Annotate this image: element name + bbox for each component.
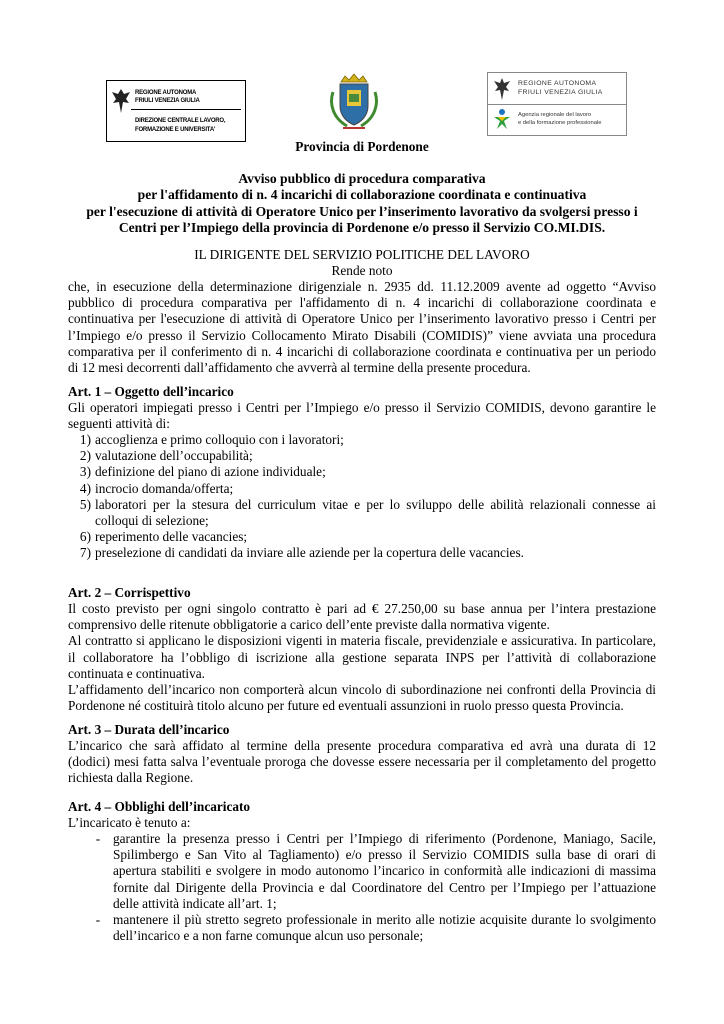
list-item (68, 432, 656, 448)
left-logo-line-2: FRIULI VENEZIA GIULIA (135, 98, 200, 104)
list-item (68, 464, 656, 480)
intro-line: pubblico di procedura comparativa per l'affidamento di n. 4 incarichi di collaborazione coordinata e (68, 295, 656, 311)
art2-paragraph (68, 601, 656, 714)
list-text: colloqui di selezione; (95, 513, 209, 529)
bullet-line: Spilimbergo e San Vito al Tagliamento) e/o presso il Servizio COMIDIS sulla base di orari di (113, 847, 656, 863)
bullet-item (86, 912, 656, 944)
right-logo-top-line-2: FRIULI VENEZIA GIULIA (518, 89, 603, 96)
list-number: 2) (79, 448, 91, 464)
list-item (68, 497, 656, 529)
bullet-item (86, 831, 656, 912)
intro-line: l’Impiego e/o presso il Servizio Collocamento Mirato Disabili (COMIDIS)” viene avviata una procedura (68, 327, 656, 343)
regione-fvg-direzione-logo (106, 80, 246, 142)
list-number: 4) (79, 480, 91, 496)
art2-line: il collaboratore ha l’obbligo di iscrizione alla gestione separata INPS per l’attività di collaborazione (68, 649, 656, 665)
left-logo-line-1: REGIONE AUTONOMA (135, 90, 197, 96)
art3-paragraph (68, 738, 656, 787)
bullet-dash: - (95, 912, 101, 928)
art2-line: Al contratto si applicano le disposizioni vigenti in materia fiscale, previdenziale e assicurativa. In particolare, (68, 633, 656, 649)
left-logo-line-4: FORMAZIONE E UNIVERSITA' (135, 127, 216, 133)
list-text: accoglienza e primo colloquio con i lavoratori; (95, 432, 344, 447)
art4-intro: L’incaricato è tenuto a: (68, 815, 191, 830)
art3-line: L’incarico che sarà affidato al termine della presente procedura comparativa ed avrà una durata di 12 (68, 738, 656, 753)
regione-agenzia-logo (487, 72, 627, 136)
list-number: 6) (79, 529, 91, 545)
intro-line: di 12 mesi decorrenti dall’affidamento che avverrà al termine della presente procedura. (68, 360, 531, 376)
art2-line: Il costo previsto per ogni singolo contratto è pari ad € 27.250,00 su base annua per l’intera prestazione (68, 601, 656, 616)
art2-heading: Art. 2 – Corrispettivo (68, 585, 191, 600)
bullet-line: fornite dal Dirigente della Provincia e dal Coordinatore del Centro per l’Impiego per l’attuazione (113, 879, 656, 895)
list-text: reperimento delle vacancies; (95, 529, 248, 545)
pordenone-coat-of-arms-icon (327, 72, 381, 134)
left-logo-line-3: DIREZIONE CENTRALE LAVORO, (135, 118, 226, 124)
bullet-line: dell’incarico e a non farne comunque alcun uso personale; (113, 928, 424, 944)
list-number: 5) (79, 496, 91, 512)
art2-line: comprensivo delle ritenute obbligatorie a carico dell’ente previste dalla normativa vigente. (68, 617, 550, 633)
list-text: definizione del piano di azione individuale; (95, 464, 326, 480)
art2-line: Pordenone né costituirà titolo alcuno per future ed eventuali assunzioni in ruolo presso questa Provincia. (68, 698, 624, 714)
bullet-line: delle attività indicate all’art. 1; (113, 895, 277, 911)
art4-obligations-list (86, 831, 656, 944)
art2-line: continuata e continuativa. (68, 665, 205, 681)
bullet-line: mantenere il più stretto segreto professionale in merito alle notizie acquisite durante lo svolgimento (113, 912, 656, 928)
intro-line: continuativa per l'esecuzione di attività di Operatore Unico per l’inserimento lavorativo presso i Centri per (68, 311, 656, 327)
intro-line: che, in esecuzione della determinazione dirigenziale n. 2935 dd. 11.12.2009 avente ad oggetto “Avviso (68, 279, 656, 294)
list-text: incrocio domanda/offerta; (95, 480, 234, 496)
art3-line: richiesta dalla Regione. (68, 770, 194, 786)
list-item (68, 448, 656, 464)
right-logo-bot-line-2: e della formazione professionale (518, 120, 602, 126)
document-title (60, 171, 664, 237)
art1-activity-list (68, 432, 656, 562)
rende-noto: Rende noto (331, 263, 393, 278)
list-text: laboratori per la stesura del curriculum vitae e per lo sviluppo delle abilità relazionali connesse ai (95, 496, 656, 512)
art1-paragraph (68, 400, 656, 432)
art3-line: (dodici) mesi fatta salva l’eventuale proroga che dovesse essere necessaria per il completamento del progetto (68, 754, 656, 770)
art3-heading: Art. 3 – Durata dell’incarico (68, 722, 230, 737)
art1-heading: Art. 1 – Oggetto dell’incarico (68, 384, 234, 399)
bullet-line: garantire la presenza presso i Centri per l’Impiego di riferimento (Pordenone, Maniago, Sacile, (113, 831, 656, 846)
eagle-icon (492, 76, 512, 102)
intro-paragraph (68, 279, 656, 376)
intro-line: comparativa per il conferimento di n. 4 incarichi di collaborazione coordinata e continuativa per un periodo (68, 343, 656, 359)
title-line-1: Avviso pubblico di procedura comparativa (238, 171, 486, 186)
eagle-emblem-icon (111, 87, 131, 115)
list-text: valutazione dell’occupabilità; (95, 448, 253, 464)
title-line-3: per l'esecuzione di attività di Operatore Unico per l’inserimento lavorativo da svolgersi presso i (86, 203, 638, 219)
list-number: 3) (79, 464, 91, 480)
title-line-2: per l'affidamento di n. 4 incarichi di collaborazione coordinata e continuativa (137, 187, 587, 203)
list-number: 7) (79, 545, 91, 561)
agenzia-figure-icon (491, 107, 513, 131)
list-number: 1) (79, 432, 91, 447)
art1-line: Gli operatori impiegati presso i Centri per l’Impiego e/o presso il Servizio COMIDIS, devono garantire le (68, 400, 656, 415)
title-line-4: Centri per l’Impiego della provincia di Pordenone e/o presso il Servizio CO.MI.DIS. (118, 220, 606, 236)
province-name: Provincia di Pordenone (295, 139, 429, 154)
art4-heading: Art. 4 – Obblighi dell’incaricato (68, 799, 251, 814)
art2-line: L’affidamento dell’incarico non comporterà alcun vincolo di subordinazione nei confronti della Provincia di (68, 682, 656, 698)
right-logo-bot-line-1: Agenzia regionale del lavoro (518, 112, 592, 118)
art1-line: seguenti attività di: (68, 416, 170, 432)
dirigente-heading: IL DIRIGENTE DEL SERVIZIO POLITICHE DEL LAVORO (194, 247, 530, 262)
right-logo-top-line-1: REGIONE AUTONOMA (518, 80, 597, 87)
bullet-dash: - (95, 831, 101, 846)
list-item (68, 545, 656, 561)
list-text: preselezione di candidati da inviare alle aziende per la copertura delle vacancies. (95, 545, 524, 561)
list-item (68, 529, 656, 545)
list-item (68, 481, 656, 497)
bullet-line: apertura stabiliti e svolgere in modo autonomo l’incarico in conformità alle indicazioni di massima (113, 863, 656, 879)
